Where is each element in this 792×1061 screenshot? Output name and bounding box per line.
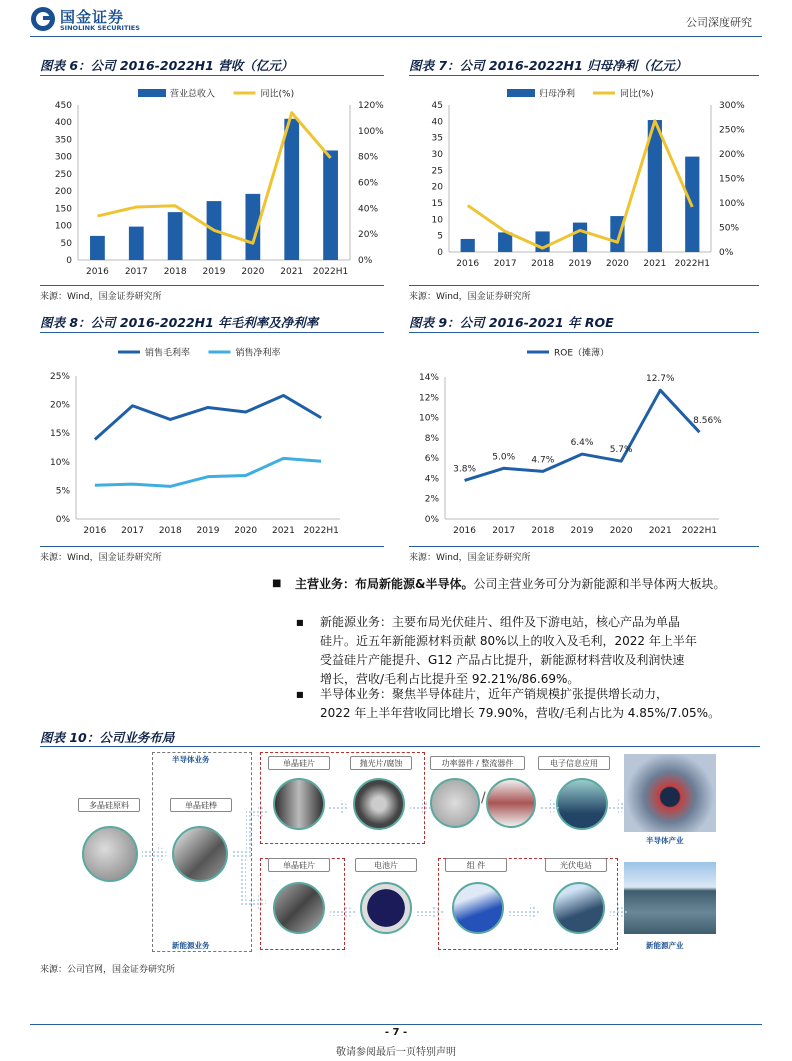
fig9-title: 图表 9：公司 2016-2021 年 ROE <box>409 315 614 330</box>
fig8-margin-chart <box>38 337 388 542</box>
fig10-rule <box>40 746 760 747</box>
raw-material-box: 多晶硅原料 <box>78 798 140 812</box>
fig10-source: 来源：公司官网，国金证券研究所 <box>40 965 176 975</box>
fig8-title: 图表 8：公司 2016-2022H1 年毛利率及净利率 <box>40 315 319 330</box>
x-tick-label: 2016 <box>85 267 109 277</box>
y-tick-label: 10% <box>418 413 439 424</box>
y-tick-label: 8% <box>424 433 439 444</box>
bar <box>573 223 587 252</box>
x-tick-label: 2021 <box>271 526 295 536</box>
fig7-bottom-rule <box>409 285 759 286</box>
x-tick-label: 2022H1 <box>674 259 710 269</box>
semi-group-label: 半导体业务 <box>172 755 210 764</box>
data-label: 5.0% <box>492 452 516 463</box>
x-tick-label: 2020 <box>234 526 258 536</box>
diagram-arrows <box>40 750 760 960</box>
fig6-revenue-chart <box>38 80 388 280</box>
legend-label: 销售净利率 <box>235 348 281 359</box>
y-tick-label: 6% <box>424 454 439 465</box>
legend-label: 同比(%) <box>620 89 654 100</box>
y-tick-label: 400 <box>54 118 72 129</box>
fig9-rule <box>409 332 759 333</box>
semi-wafer-box: 单晶硅片 <box>268 756 330 770</box>
bar <box>461 239 475 252</box>
sub2-line2: 2022 年上半年营收同比增长 79.90%，营收/毛利占比为 4.85%/7.05%。 <box>320 706 721 720</box>
y-tick-label: 15 <box>431 199 443 209</box>
y2-tick-label: 20% <box>358 230 379 241</box>
data-label: 4.7% <box>531 455 555 466</box>
legend-label: ROE（摊薄） <box>554 348 610 359</box>
legend-label: 营业总收入 <box>170 89 216 100</box>
disclaimer: 敬请参阅最后一页特别声明 <box>336 1047 456 1058</box>
main-paragraph <box>295 575 765 594</box>
x-tick-label: 2020 <box>605 259 629 269</box>
pv-station-box: 光伏电站 <box>545 858 607 872</box>
y-tick-label: 150 <box>54 204 72 215</box>
footer-rule <box>30 1024 762 1025</box>
fig8-rule <box>40 332 384 333</box>
x-tick-label: 2018 <box>531 526 555 536</box>
polished-box: 抛光片/腐蚀 <box>350 756 412 770</box>
y-tick-label: 15% <box>49 429 70 440</box>
x-tick-label: 2020 <box>609 526 633 536</box>
x-tick-label: 2022H1 <box>303 526 339 536</box>
fig7-title: 图表 7：公司 2016-2022H1 归母净利（亿元） <box>409 58 688 73</box>
legend-label: 同比(%) <box>260 89 295 100</box>
bar <box>129 227 144 260</box>
y2-tick-label: 40% <box>358 204 379 215</box>
x-tick-label: 2022H1 <box>681 526 718 536</box>
y-tick-label: 5% <box>55 486 70 497</box>
fig7-source: 来源：Wind，国金证券研究所 <box>409 292 531 302</box>
fig10-title: 图表 10：公司业务布局 <box>40 730 175 745</box>
y-tick-label: 35 <box>431 133 443 144</box>
y-tick-label: 14% <box>418 373 439 383</box>
y2-tick-label: 100% <box>358 126 384 137</box>
x-tick-label: 2018 <box>531 259 555 269</box>
x-tick-label: 2022H1 <box>312 267 349 277</box>
y-tick-label: 250 <box>54 169 72 180</box>
sub1-line1: 新能源业务：主要布局光伏硅片、组件及下游电站，核心产品为单晶 <box>320 615 681 629</box>
x-tick-label: 2019 <box>196 526 220 536</box>
y-tick-label: 2% <box>424 494 439 505</box>
report-type: 公司深度研究 <box>686 16 752 29</box>
ingot-box: 单晶硅棒 <box>170 798 232 812</box>
legend-swatch <box>507 89 535 97</box>
x-tick-label: 2021 <box>643 259 667 269</box>
header-rule <box>30 36 762 37</box>
x-tick-label: 2017 <box>121 526 145 536</box>
y2-tick-label: 100% <box>719 199 745 209</box>
fig7-rule <box>409 75 759 76</box>
data-label: 6.4% <box>570 438 594 449</box>
slash-separator: / <box>481 790 486 806</box>
y2-tick-label: 0% <box>719 248 734 258</box>
data-label: 12.7% <box>645 374 675 385</box>
bar <box>90 236 105 260</box>
series-line <box>95 395 321 439</box>
page-number: - 7 - <box>384 1027 408 1038</box>
fig6-bottom-rule <box>40 285 384 286</box>
y2-tick-label: 0% <box>358 256 373 266</box>
y-tick-label: 300 <box>54 152 72 163</box>
y-tick-label: 25 <box>431 166 443 177</box>
fig9-roe-chart <box>407 337 762 542</box>
sub-paragraph-newenergy <box>320 613 765 689</box>
bar <box>323 150 338 260</box>
series-line <box>465 390 700 480</box>
electronics-box: 电子信息应用 <box>538 756 610 770</box>
logo-en: SINOLINK SECURITIES <box>60 24 140 32</box>
main-bullet-bold: 主营业务：布局新能源&半导体。 <box>295 577 474 591</box>
y-tick-label: 350 <box>54 135 72 146</box>
y-tick-label: 200 <box>54 187 72 198</box>
y-tick-label: 12% <box>418 393 439 404</box>
fig8-source: 来源：Wind，国金证券研究所 <box>40 553 162 563</box>
fig9-source: 来源：Wind，国金证券研究所 <box>409 553 531 563</box>
power-devices-box: 功率器件 / 整流器件 <box>430 756 525 770</box>
y2-tick-label: 80% <box>358 152 379 163</box>
y-tick-label: 20% <box>49 400 70 411</box>
fig6-source: 来源：Wind，国金证券研究所 <box>40 292 162 302</box>
x-tick-label: 2021 <box>648 526 672 536</box>
fig6-rule <box>40 75 384 76</box>
x-tick-label: 2017 <box>493 259 517 269</box>
y2-tick-label: 250% <box>719 125 745 136</box>
x-tick-label: 2019 <box>568 259 592 269</box>
sub-bullet-1-marker: ■ <box>296 618 304 627</box>
sub1-line2: 硅片。近五年新能源材料贡献 80%以上的收入及毛利，2022 年上半年 <box>320 634 697 648</box>
x-tick-label: 2019 <box>202 267 226 277</box>
y-tick-label: 5 <box>437 231 443 242</box>
fig6-title: 图表 6：公司 2016-2022H1 营收（亿元） <box>40 58 294 73</box>
newenergy-group-label: 新能源业务 <box>172 941 210 950</box>
module-box: 组 件 <box>445 858 507 872</box>
y-tick-label: 4% <box>424 474 439 485</box>
main-bullet-text: 公司主营业务可分为新能源和半导体两大板块。 <box>473 577 726 591</box>
bar <box>168 212 183 260</box>
y2-tick-label: 200% <box>719 150 745 160</box>
x-tick-label: 2020 <box>241 267 265 277</box>
logo-cn: 国金证券 <box>60 8 125 26</box>
fig7-profit-chart <box>407 80 762 280</box>
x-tick-label: 2017 <box>492 526 516 536</box>
sub-bullet-2-marker: ■ <box>296 690 304 699</box>
data-label: 8.56% <box>693 416 722 427</box>
y-tick-label: 30 <box>431 150 443 160</box>
data-label: 3.8% <box>453 464 477 475</box>
sub1-line3: 受益硅片产能提升、G12 产品占比提升，新能源材料营收及利润快速 <box>320 653 685 667</box>
x-tick-label: 2017 <box>124 267 148 277</box>
y2-tick-label: 300% <box>719 101 745 111</box>
sub1-line4: 增长，营收/毛利占比提升至 92.21%/86.69%。 <box>320 672 580 686</box>
y-tick-label: 450 <box>54 101 72 111</box>
y-tick-label: 50 <box>60 238 72 249</box>
y-tick-label: 0 <box>66 256 72 266</box>
bar <box>498 232 512 252</box>
y-tick-label: 40 <box>431 117 443 128</box>
y2-tick-label: 50% <box>719 223 740 234</box>
y2-tick-label: 60% <box>358 178 379 189</box>
y-tick-label: 10% <box>49 457 70 468</box>
ne-industry-label: 新能源产业 <box>646 941 684 950</box>
y-tick-label: 20 <box>431 182 443 193</box>
x-tick-label: 2016 <box>83 526 107 536</box>
legend-label: 销售毛利率 <box>145 348 191 359</box>
fig9-bottom-rule <box>409 546 759 547</box>
data-label: 5.7% <box>609 445 633 456</box>
y-tick-label: 0% <box>424 515 439 525</box>
y-tick-label: 25% <box>49 372 70 382</box>
bar <box>284 119 299 260</box>
legend-label: 归母净利 <box>539 89 576 100</box>
semi-industry-label: 半导体产业 <box>646 836 684 845</box>
y-tick-label: 45 <box>431 101 443 111</box>
x-tick-label: 2018 <box>158 526 182 536</box>
y-tick-label: 0 <box>437 248 443 258</box>
x-tick-label: 2016 <box>456 259 480 269</box>
y-tick-label: 100 <box>54 221 72 232</box>
y2-tick-label: 120% <box>358 101 384 111</box>
y2-tick-label: 150% <box>719 174 745 185</box>
y-tick-label: 10 <box>431 215 443 226</box>
x-tick-label: 2018 <box>163 267 187 277</box>
legend-swatch <box>138 89 166 97</box>
series-line <box>95 458 321 486</box>
x-tick-label: 2021 <box>280 267 304 277</box>
x-tick-label: 2016 <box>453 526 477 536</box>
main-bullet-marker: ■ <box>272 578 282 589</box>
sinolink-logo-icon <box>30 6 56 32</box>
pv-wafer-box: 单晶硅片 <box>268 858 330 872</box>
cell-box: 电池片 <box>355 858 417 872</box>
x-tick-label: 2019 <box>570 526 594 536</box>
fig8-bottom-rule <box>40 546 384 547</box>
y-tick-label: 0% <box>55 515 70 525</box>
sub-paragraph-semi <box>320 685 765 723</box>
sub2-line1: 半导体业务：聚焦半导体硅片，近年产销规模扩张提供增长动力， <box>320 687 669 701</box>
